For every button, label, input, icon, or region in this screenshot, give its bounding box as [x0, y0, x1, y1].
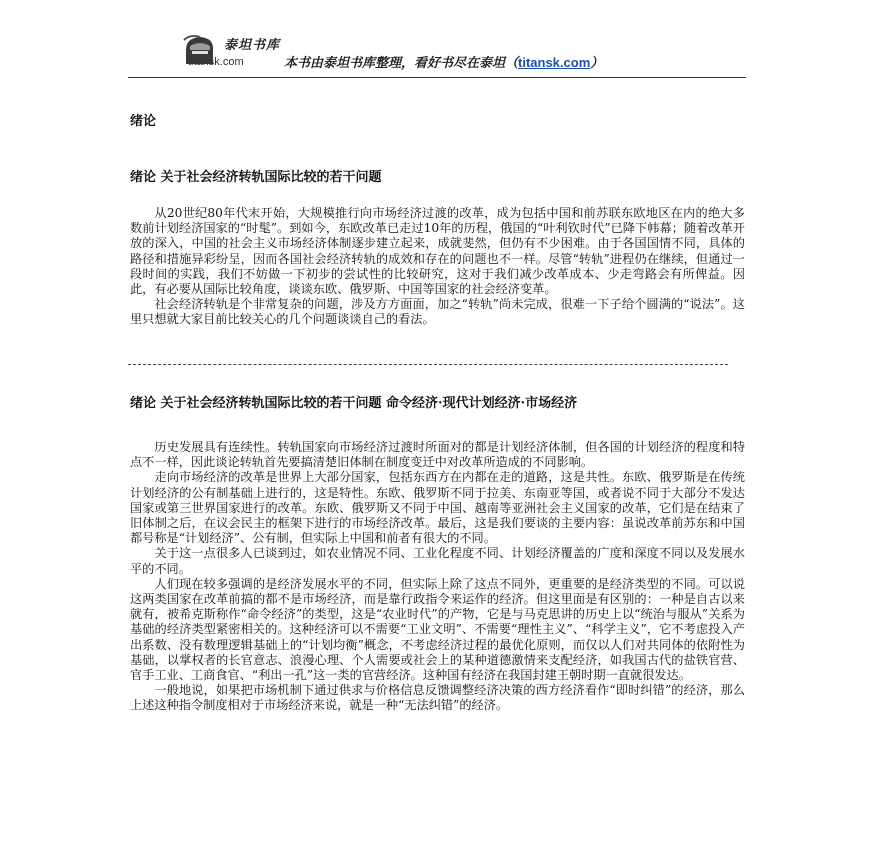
section-separator [128, 364, 728, 365]
brand-domain: titansk.com [188, 56, 244, 68]
paragraph: 社会经济转轨是个非常复杂的问题，涉及方方面面，加之“转轨”尚未完成，很难一下子给个圆满的“说法”。这里只想就大家目前比较关心的几个问题谈谈自己的看法。 [130, 297, 745, 327]
paragraph: 历史发展具有连续性。转轨国家向市场经济过渡时所面对的都是计划经济体制，但各国的计划经济的程度和特点不一样，因此谈论转轨首先要搞清楚旧体制在制度变迁中对改革所造成的不同影响。 [130, 440, 745, 470]
document-title: 绪论 [130, 114, 157, 129]
section2-body [130, 440, 745, 714]
paragraph: 关于这一点很多人已谈到过，如农业情况不同、工业化程度不同、计划经济覆盖的广度和深度不同以及发展水平的不同。 [130, 546, 745, 576]
section1-heading: 绪论 关于社会经济转轨国际比较的若干问题 [130, 170, 382, 185]
slogan-end: ） [590, 56, 604, 71]
paragraph: 从20世纪80年代末开始，大规模推行向市场经济过渡的改革，成为包括中国和前苏联东欧地区在内的绝大多数前计划经济国家的“时髦”。到如今，东欧改革已走过10年的历程，俄国的“叶利钦时代”已降下帏幕；随着改革开放的深入，中国的社会主义市场经济体制逐步建立起来，成就斐然，但仍有不少困难。由于各国国情不同，具体的路径和措施异彩纷呈，因而各国社会经济转轨的成效和存在的问题也不一样。尽管“转轨”进程仍在继续，但通过一段时间的实践，我们不妨做一下初步的尝试性的比较研究，这对于我们减少改革成本、少走弯路会有所俾益。因此，有必要从国际比较角度，谈谈东欧、俄罗斯、中国等国家的社会经济变革。 [130, 206, 745, 297]
header-slogan [284, 52, 603, 71]
slogan-text: 本书由泰坦书库整理，看好书尽在泰坦（ [284, 56, 519, 71]
header-divider [128, 77, 746, 78]
brand-name: 泰坦书库 [224, 38, 281, 53]
paragraph: 人们现在较多强调的是经济发展水平的不同，但实际上除了这点不同外，更重要的是经济类型的不同。可以说这两类国家在改革前搞的都不是市场经济，而是靠行政指令来运作的经济。但这里面是有区别的：一种是自古以来就有，被希克斯称作“命令经济”的类型，这是“农业时代”的产物，它是与马克思讲的历史上以“统治与服从”关系为基础的经济类型紧密相关的。这种经济可以不需要“工业文明”、不需要“理性主义”、“科学主义”，它不考虑投入产出系数、没有数理逻辑基础上的“计划均衡”概念，不考虑经济过程的最优化原则，而仅以人们对共同体的依附性为基础，以掌权者的长官意志、浪漫心理、个人需要或社会上的某种道德激情来支配经济，如我国古代的盐铁官营、官手工业、工商食官、“利出一孔”这一类的官营经济。这种国有经济在我国封建王朝时期一直就很发达。 [130, 576, 745, 683]
section1-body [130, 206, 745, 328]
slogan-link[interactable]: titansk.com [518, 55, 591, 70]
paragraph: 一般地说，如果把市场机制下通过供求与价格信息反馈调整经济决策的西方经济看作“即时纠错”的经济，那么上述这种指令制度相对于市场经济来说，就是一种“无法纠错”的经济。 [130, 683, 745, 713]
paragraph: 走向市场经济的改革是世界上大部分国家，包括东西方在内都在走的道路，这是共性。东欧、俄罗斯是在传统计划经济的公有制基础上进行的，这是特性。东欧、俄罗斯不同于拉美、东南亚等国，或者说不同于大部分不发达国家或第三世界国家进行的改革。东欧、俄罗斯又不同于中国、越南等亚洲社会主义国家的改革，它们是在结束了旧体制之后，在议会民主的框架下进行的市场经济改革。最后，这是我们要谈的主要内容：虽说改革前苏东和中国都号称是“计划经济”、公有制，但实际上中国和前者有很大的不同。 [130, 470, 745, 546]
section2-heading: 绪论 关于社会经济转轨国际比较的若干问题 命令经济·现代计划经济·市场经济 [130, 396, 578, 411]
page-header [180, 30, 760, 74]
